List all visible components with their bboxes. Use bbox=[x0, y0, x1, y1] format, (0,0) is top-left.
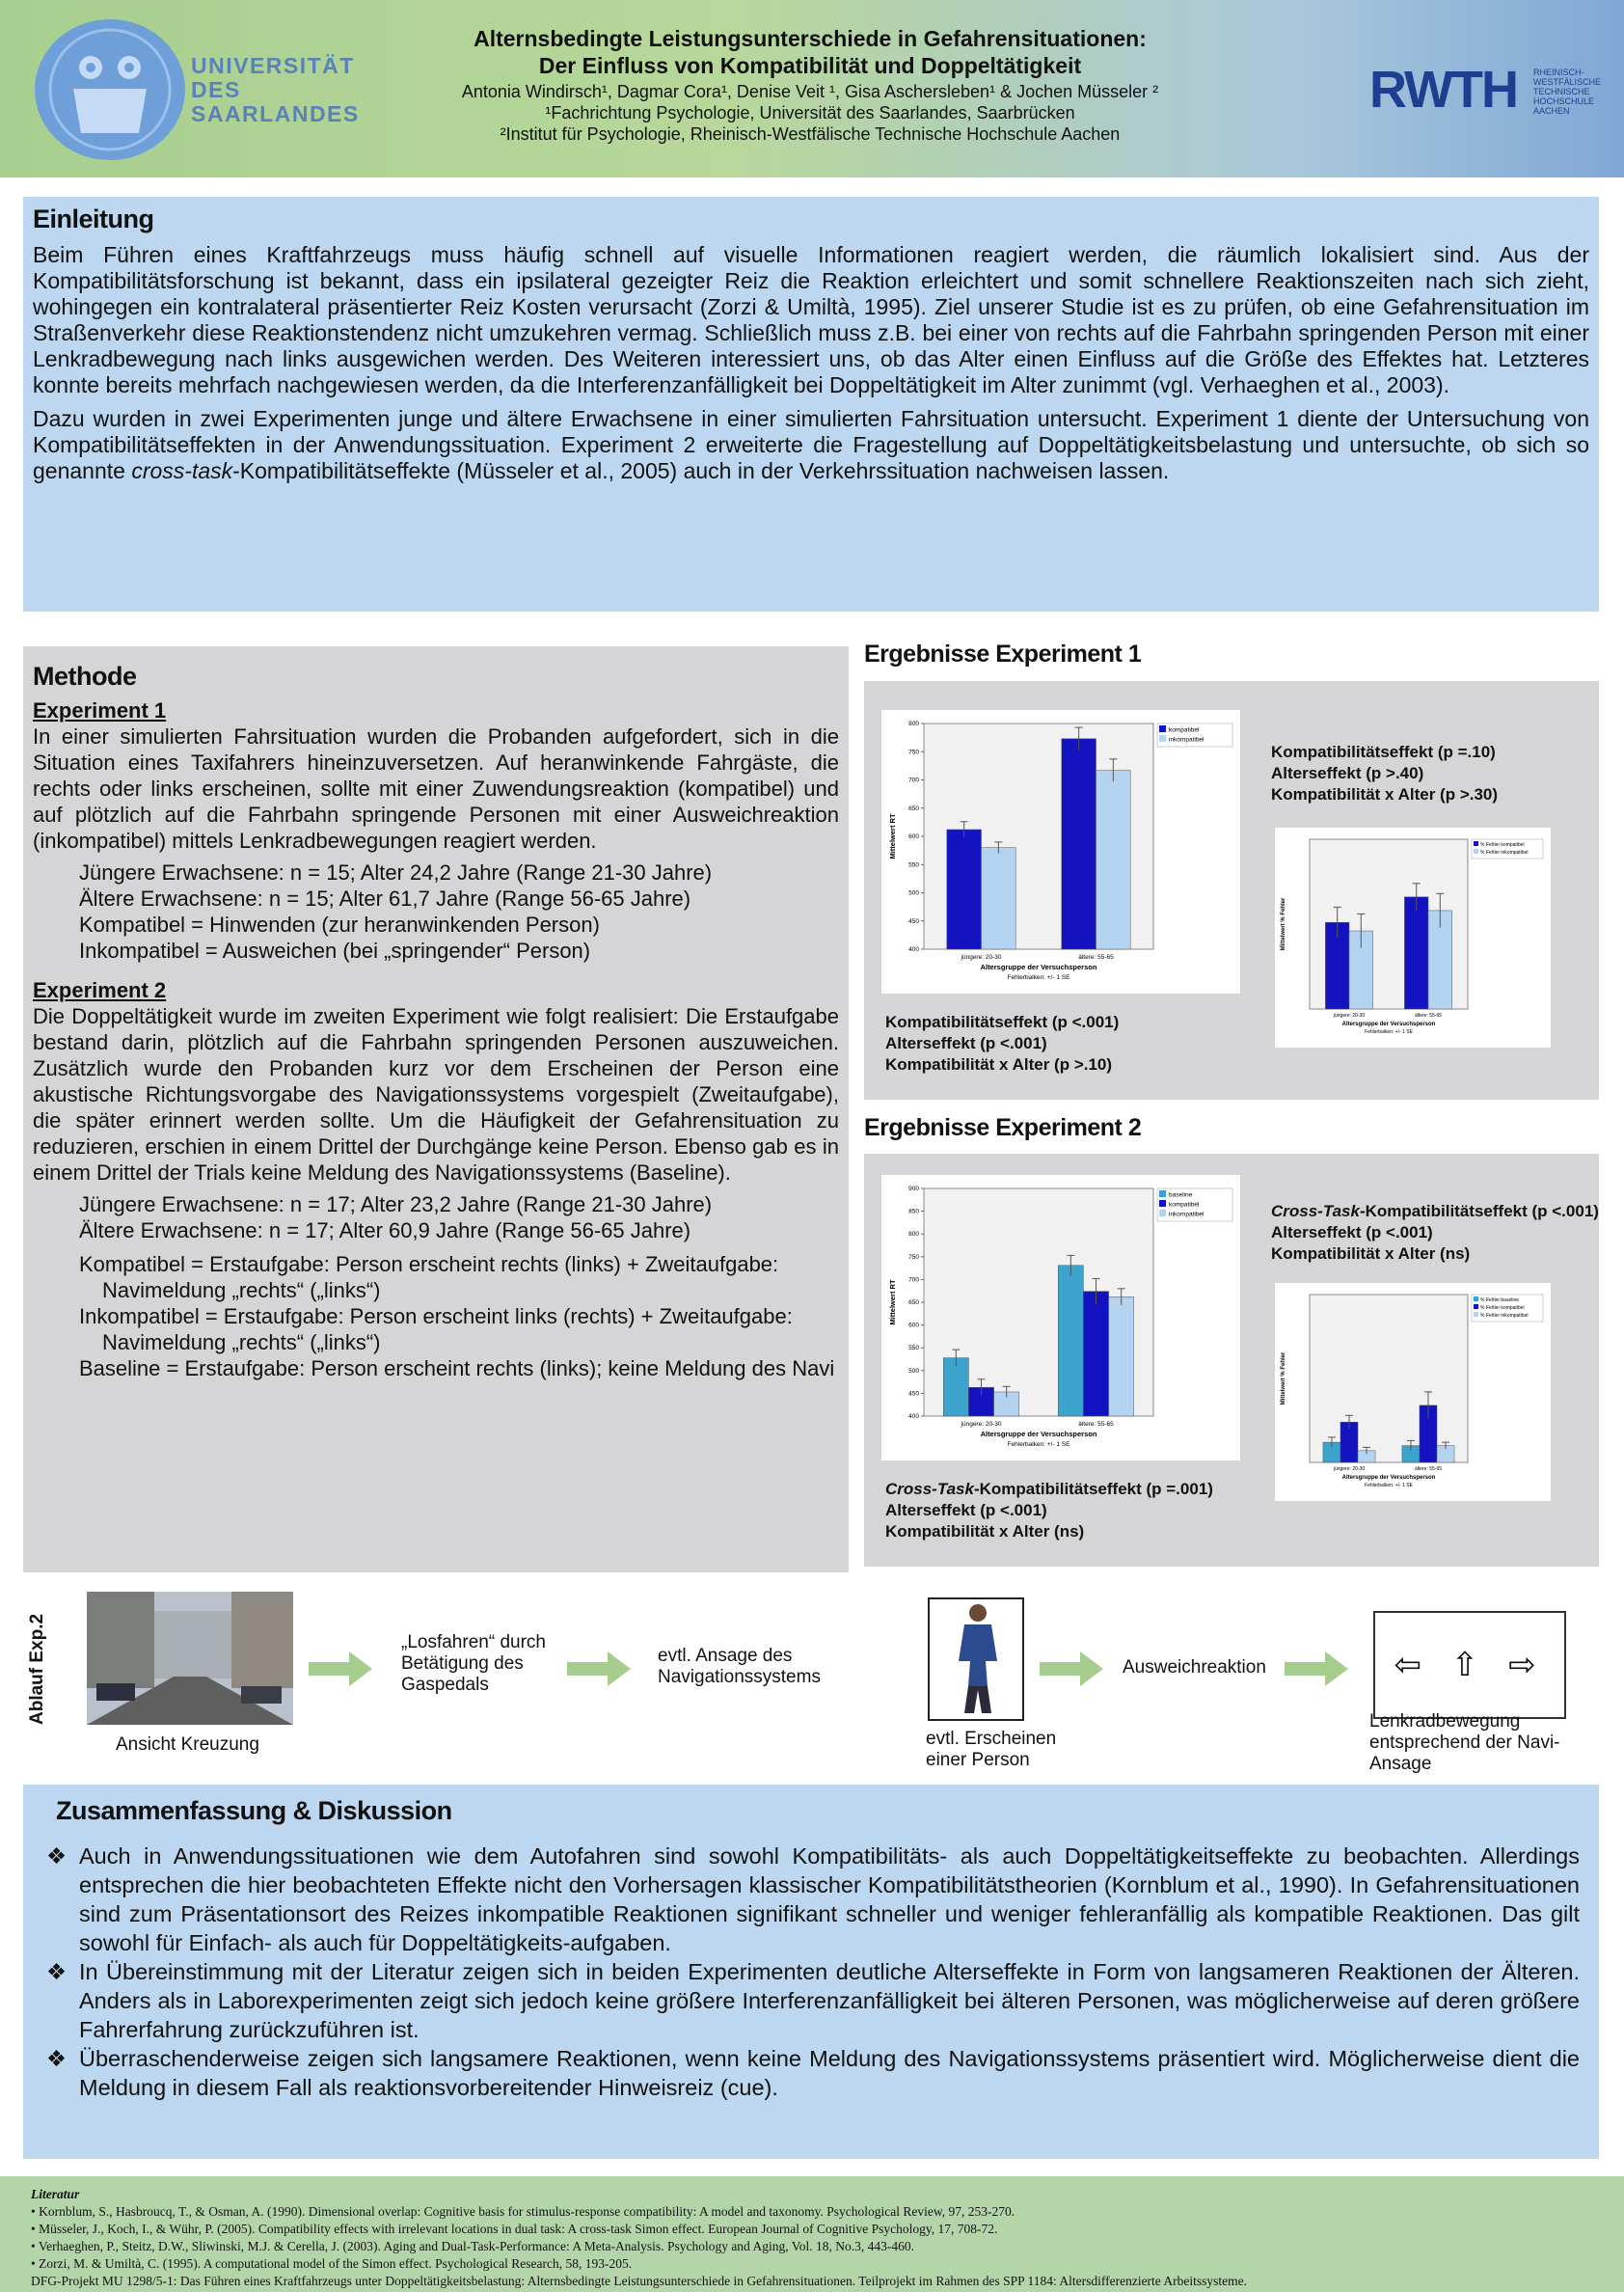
bar bbox=[1109, 1296, 1134, 1416]
method-heading: Methode bbox=[33, 662, 137, 691]
legend-label: % Fehler inkompatibel bbox=[1480, 1313, 1529, 1319]
chart-exp2-rt bbox=[881, 1175, 1240, 1460]
effect-line: Kompatibilität x Alter (ns) bbox=[885, 1522, 1085, 1541]
effect-line: Alterseffekt (p <.001) bbox=[1271, 1223, 1433, 1242]
university-name-line: UNIVERSITÄT bbox=[191, 53, 355, 78]
chart-note: Fehlerbalken: +/- 1 SE bbox=[1365, 1483, 1413, 1488]
flow-side-label: Ablauf Exp.2 bbox=[27, 1613, 47, 1725]
summary-list bbox=[42, 1842, 1580, 2102]
legend-label: % Fehler kompatibel bbox=[1480, 842, 1525, 848]
title-block bbox=[318, 25, 1302, 145]
effect-text: -Kompatibilitätseffekt (p =.001) bbox=[973, 1480, 1213, 1498]
exp1-line: Jüngere Erwachsene: n = 15; Alter 24,2 Jahre (Range 21-30 Jahre) bbox=[79, 860, 713, 885]
bar bbox=[1058, 1266, 1083, 1416]
steering-direction-box bbox=[1373, 1611, 1566, 1719]
legend-swatch bbox=[1159, 735, 1166, 742]
y-tick-label: 700 bbox=[908, 777, 919, 784]
bar bbox=[1404, 897, 1428, 1009]
direction-arrows-icon: ⇦ ⇧ ⇨ bbox=[1394, 1646, 1546, 1684]
legend-swatch bbox=[1474, 841, 1478, 846]
chart-note: Fehlerbalken: +/- 1 SE bbox=[1007, 1441, 1070, 1448]
x-tick-label: ältere: 55-65 bbox=[1078, 1421, 1114, 1428]
intro-p2-emphasis: cross-task bbox=[131, 458, 233, 483]
bar bbox=[943, 1358, 968, 1416]
effect-line: Kompatibilität x Alter (p >.30) bbox=[1271, 785, 1499, 804]
person-image bbox=[928, 1597, 1024, 1721]
chart-exp1-errors bbox=[1275, 828, 1551, 1048]
intro-paragraph-2 bbox=[33, 406, 1589, 484]
x-tick-label: jüngere: 20-30 bbox=[961, 1421, 1002, 1428]
y-axis-label: Mittelwert RT bbox=[888, 1279, 897, 1325]
method-body bbox=[33, 697, 839, 1381]
effect-line bbox=[885, 1479, 1213, 1500]
x-tick-label: jüngere: 20-30 bbox=[1333, 1013, 1366, 1019]
y-tick-label: 450 bbox=[908, 917, 919, 925]
reference: • Müsseler, J., Koch, I., & Wühr, P. (2005). Compatibility effects with irrelevant locations in dual task: A cross-task Simon effect. European Journal of Cognitive Psychology, 17, 708-72. bbox=[31, 2222, 998, 2236]
x-tick-label: ältere: 55-65 bbox=[1414, 1466, 1443, 1472]
results1-heading: Ergebnisse Experiment 1 bbox=[864, 641, 1142, 668]
rwth-sub-line: AACHEN bbox=[1533, 106, 1570, 116]
y-tick-label: 700 bbox=[908, 1276, 919, 1284]
legend-label: inkompatibel bbox=[1169, 1211, 1204, 1218]
y-tick-label: 550 bbox=[908, 861, 919, 869]
y-tick-label: 550 bbox=[908, 1345, 919, 1352]
exp1-line: Ältere Erwachsene: n = 15; Alter 61,7 Jahre (Range 56-65 Jahre) bbox=[79, 887, 691, 911]
legend-swatch bbox=[1474, 1296, 1478, 1301]
flow-arrow-icon bbox=[1285, 1651, 1348, 1686]
x-tick-label: ältere: 55-65 bbox=[1078, 954, 1114, 961]
flow-arrow-icon bbox=[1040, 1651, 1103, 1686]
rwth-logo-subtitle bbox=[1533, 68, 1601, 116]
bullet-icon: ❖ bbox=[46, 2046, 68, 2071]
x-axis-label: Altersgruppe der Versuchsperson bbox=[1341, 1475, 1436, 1481]
university-seal-icon bbox=[35, 19, 185, 160]
chart-note: Fehlerbalken: +/- 1 SE bbox=[1007, 974, 1070, 981]
flow-step-navi: evtl. Ansage des Navigationssystems bbox=[658, 1646, 821, 1687]
legend-label: % Fehler inkompatibel bbox=[1480, 850, 1529, 856]
steering-caption: Lenkradbewegung entsprechend der Navi-Ansage bbox=[1369, 1711, 1560, 1774]
y-tick-label: 900 bbox=[908, 1186, 919, 1192]
exp1-line: Kompatibel = Hinwenden (zur heranwinkenden Person) bbox=[79, 913, 600, 937]
person-caption: evtl. Erscheinen einer Person bbox=[926, 1729, 1057, 1770]
exp2-condition: Inkompatibel = Erstaufgabe: Person erscheint links (rechts) + Zweitaufgabe: Navimeldung „rechts“ („links“) bbox=[79, 1304, 793, 1354]
flow-step-evade: Ausweichreaktion bbox=[1123, 1657, 1266, 1678]
legend-swatch bbox=[1159, 1190, 1166, 1197]
chart-note: Fehlerbalken: +/- 1 SE bbox=[1365, 1029, 1413, 1035]
y-tick-label: 750 bbox=[908, 1253, 919, 1261]
results2-error-effects bbox=[1271, 1201, 1599, 1265]
intro-paragraph-1: Beim Führen eines Kraftfahrzeugs muss häufig schnell auf visuelle Informationen reagiert werden, die räumlich lokalisiert sind. Aus der Kompatibilitätsforschung ist bekannt, dass ein ipsilateral gezeigter Reiz die Reaktion erleichtert und somit schnellere Reaktionszeiten nach sich zieht, wohingegen ein kontralateral präsentierter Reiz Kosten verursacht (Zorzi & Umiltà, 1995). Ziel unserer Studie ist es zu prüfen, ob eine Gefahrensituation im Straßenverkehr diese Reaktionstendenz nicht umzukehren vermag. Schließlich muss z.B. bei einer von rechts auf die Fahrbahn springenden Person mit einer Lenkradbewegung nach links ausgewichen werden. Des Weiteren interessiert uns, ob das Alter einen Einfluss auf die Größe des Effektes hat. Letzteres konnte bereits mehrfach nachgewiesen werden, da die Interferenzanfälligkeit bei Doppeltätigkeit im Alter zunimmt (vgl. Verhaeghen et al., 2003). bbox=[33, 242, 1589, 397]
exp2-heading: Experiment 2 bbox=[33, 978, 167, 1002]
results1-rt-effects bbox=[885, 1012, 1119, 1076]
y-tick-label: 850 bbox=[908, 1208, 919, 1215]
summary-item bbox=[42, 2044, 1580, 2102]
effect-line: Alterseffekt (p <.001) bbox=[885, 1034, 1047, 1052]
effect-line: Kompatibilitätseffekt (p =.10) bbox=[1271, 743, 1496, 761]
x-tick-label: jüngere: 20-30 bbox=[961, 954, 1002, 961]
effect-line bbox=[1271, 1201, 1599, 1222]
rwth-sub-line: HOCHSCHULE bbox=[1533, 96, 1595, 106]
effect-emphasis: Cross-Task bbox=[1271, 1202, 1360, 1220]
university-name-line: DES bbox=[191, 77, 241, 102]
bullet-icon: ❖ bbox=[46, 1959, 68, 1984]
x-axis-label: Altersgruppe der Versuchsperson bbox=[980, 963, 1097, 971]
exp2-text: Die Doppeltätigkeit wurde im zweiten Experiment wie folgt realisiert: Die Erstaufgabe bestand darin, plötzlich auf die Fahrbahn springenden Personen auszuweichen. Zusätzlich wurde den Probanden kurz vor dem Erscheinen der Person eine akustische Richtungsvorgabe des Navigationssystems vorgespielt (Zweitaufgabe), die später erinnert werden sollte. Um die Häufigkeit der Gefahrensituation zu reduzieren, erschien in einem Drittel der Durchgänge keine Person. Ebenso gab es in einem Drittel der Trials keine Meldung des Navigationssystems (Baseline). bbox=[33, 1004, 839, 1185]
intro-panel bbox=[23, 197, 1599, 612]
literature-heading: Literatur bbox=[31, 2187, 80, 2201]
y-tick-label: 400 bbox=[908, 946, 919, 953]
exp1-line: Inkompatibel = Ausweichen (bei „springender“ Person) bbox=[79, 939, 591, 963]
y-tick-label: 600 bbox=[908, 833, 919, 840]
summary-panel bbox=[23, 1785, 1599, 2159]
legend-swatch bbox=[1159, 1200, 1166, 1207]
flow-arrow-icon bbox=[567, 1651, 631, 1686]
y-tick-label: 450 bbox=[908, 1390, 919, 1398]
flow-step-start: „Losfahren“ durch Betätigung des Gaspedals bbox=[401, 1632, 546, 1695]
y-axis-label: Mittelwert RT bbox=[888, 813, 897, 860]
affiliation-1: ¹Fachrichtung Psychologie, Universität des Saarlandes, Saarbrücken bbox=[545, 103, 1075, 123]
legend-label: kompatibel bbox=[1169, 726, 1200, 734]
reference: • Zorzi, M. & Umiltà, C. (1995). A computational model of the Simon effect. Psychological Research, 58, 193-205. bbox=[31, 2256, 633, 2271]
effect-line: Alterseffekt (p >.40) bbox=[1271, 764, 1424, 782]
legend-swatch bbox=[1159, 1210, 1166, 1216]
x-tick-label: jüngere: 20-30 bbox=[1333, 1466, 1366, 1472]
legend-label: % Fehler baseline bbox=[1480, 1297, 1520, 1303]
legend-swatch bbox=[1474, 849, 1478, 854]
results1-error-effects bbox=[1271, 742, 1498, 805]
x-axis-label: Altersgruppe der Versuchsperson bbox=[980, 1430, 1097, 1438]
affiliation-2: ²Institut für Psychologie, Rheinisch-Westfälische Technische Hochschule Aachen bbox=[500, 124, 1121, 144]
intro-heading: Einleitung bbox=[33, 205, 154, 233]
legend-swatch bbox=[1474, 1312, 1478, 1317]
exp1-text: In einer simulierten Fahrsituation wurden die Probanden aufgefordert, sich in die Situation eines Taxifahrers hineinzuversetzen. Auf heranwinkende Fahrgäste, die rechts oder links erscheinen, sollte mit einer Zuwendungsreaktion (kompatibel) und auf plötzlich auf die Fahrbahn springende Personen mit einer Ausweichreaktion (inkompatibel) mittels Lenkradbewegungen reagiert werden. bbox=[33, 724, 839, 853]
summary-item-text: Auch in Anwendungssituationen wie dem Autofahren sind sowohl Kompatibilitäts- als auch Doppeltätigkeitseffekte zu beobachten. Allerdings entsprechen die hier beobachteten Effekte nicht den Vorhersagen klassischer Kompatibilitätstheorien (Kornblum et al., 1990). In Gefahrensituationen sind zum Präsentationsort des Reizes inkompatible Reaktionen signifikant schneller und weniger fehleranfällig als kompatible Reaktionen. Das gilt sowohl für Einfach- als auch für Doppeltätigkeits-aufgaben. bbox=[79, 1843, 1580, 1955]
authors: Antonia Windirsch¹, Dagmar Cora¹, Denise Veit ¹, Gisa Aschersleben¹ & Jochen Müsseler ² bbox=[461, 82, 1159, 101]
chart-exp1-rt bbox=[881, 710, 1240, 994]
y-tick-label: 650 bbox=[908, 805, 919, 812]
y-tick-label: 750 bbox=[908, 749, 919, 756]
rwth-logo: RWTH bbox=[1369, 61, 1517, 119]
bar bbox=[947, 830, 982, 949]
exp2-line: Ältere Erwachsene: n = 17; Alter 60,9 Jahre (Range 56-65 Jahre) bbox=[79, 1218, 691, 1242]
exp2-line: Jüngere Erwachsene: n = 17; Alter 23,2 Jahre (Range 21-30 Jahre) bbox=[79, 1192, 713, 1216]
bullet-icon: ❖ bbox=[46, 1843, 68, 1869]
summary-item-text: In Übereinstimmung mit der Literatur zeigen sich in beiden Experimenten deutliche Alterseffekte in Form von langsameren Reaktionen der Älteren. Anders als in Laborexperimenten zeigt sich jedoch keine größere Interferenzanfälligkeit bei älteren Personen, was möglicherweise auf deren größere Fahrerfahrung zurückzuführen ist. bbox=[79, 1959, 1580, 2042]
effect-line: Kompatibilitätseffekt (p <.001) bbox=[885, 1013, 1120, 1031]
exp1-heading: Experiment 1 bbox=[33, 698, 167, 723]
method-panel bbox=[23, 646, 849, 1572]
intro-p2-text: -Kompatibilitätseffekte (Müsseler et al., 2005) auch in der Verkehrssituation nachweisen lassen. bbox=[232, 458, 1170, 483]
project-note: DFG-Projekt MU 1298/5-1: Das Führen eines Kraftfahrzeugs unter Doppeltätigkeitsbelastung: Alternsbedingte Leistungsunterschiede in Gefahrensituationen. Teilprojekt im Rahmen des SPP 1184: Altersdifferenzierte Arbeitssysteme. bbox=[31, 2274, 1248, 2288]
effect-text: -Kompatibilitätseffekt (p <.001) bbox=[1359, 1202, 1599, 1220]
exp2-condition: Baseline = Erstaufgabe: Person erscheint rechts (links); keine Meldung des Navi bbox=[79, 1356, 835, 1380]
poster-header bbox=[0, 0, 1624, 177]
literature-section bbox=[0, 2176, 1624, 2292]
rwth-sub-line: RHEINISCH- bbox=[1533, 68, 1584, 77]
legend-label: kompatibel bbox=[1169, 1201, 1200, 1209]
intro-p2-text: Dazu wurden in zwei Experimenten junge und ältere Erwachsene in einer simulierten Fahrsituation untersucht. Experiment 1 diente der Untersuchung von Kompatibilitätseffekten in der Anwendungssituation. Experiment 2 erweiterte die Fragestellung auf Doppeltätigkeitsbelastung und untersuchte, ob sich so genannte bbox=[33, 406, 1589, 483]
photo-caption: Ansicht Kreuzung bbox=[116, 1734, 259, 1755]
exp2-condition: Kompatibel = Erstaufgabe: Person erscheint rechts (links) + Zweitaufgabe: Navimeldung „rechts“ („links“) bbox=[79, 1252, 779, 1302]
poster-title-line2: Der Einfluss von Kompatibilität und Doppeltätigkeit bbox=[538, 53, 1082, 78]
y-axis-label: Mittelwert % Fehler bbox=[1281, 897, 1286, 951]
effect-emphasis: Cross-Task bbox=[885, 1480, 974, 1498]
effect-line: Alterseffekt (p <.001) bbox=[885, 1501, 1047, 1519]
bar bbox=[1062, 739, 1096, 949]
reference: • Verhaeghen, P., Steitz, D.W., Sliwinski, M.J. & Cerella, J. (2003). Aging and Dual-Task-Performance: A Meta-Analysis. Psychology and Aging, Vol. 18, No.3, 443-460. bbox=[31, 2239, 914, 2253]
y-tick-label: 400 bbox=[908, 1413, 919, 1420]
y-tick-label: 600 bbox=[908, 1322, 919, 1329]
effect-line: Kompatibilität x Alter (p >.10) bbox=[885, 1055, 1113, 1074]
y-axis-label: Mittelwert % Fehler bbox=[1281, 1351, 1286, 1405]
bar bbox=[1083, 1292, 1108, 1416]
bar bbox=[1096, 771, 1131, 949]
rwth-sub-line: WESTFÄLISCHE bbox=[1533, 77, 1602, 87]
effect-line: Kompatibilität x Alter (ns) bbox=[1271, 1244, 1471, 1263]
flow-arrow-icon bbox=[309, 1651, 372, 1686]
university-name-line: SAARLANDES bbox=[191, 101, 360, 126]
legend-label: % Fehler kompatibel bbox=[1480, 1305, 1525, 1311]
summary-item bbox=[42, 1957, 1580, 2044]
results2-rt-effects bbox=[885, 1479, 1213, 1542]
x-tick-label: ältere: 55-65 bbox=[1414, 1013, 1443, 1019]
summary-item-text: Überraschenderweise zeigen sich langsamere Reaktionen, wenn keine Meldung des Navigationssystems präsentiert wird. Möglicherweise dient die Meldung in diesem Fall als reaktionsvorbereitender Hinweisreiz (cue). bbox=[79, 2046, 1580, 2100]
summary-item bbox=[42, 1842, 1580, 1957]
summary-heading: Zusammenfassung & Diskussion bbox=[56, 1796, 452, 1825]
y-tick-label: 650 bbox=[908, 1299, 919, 1306]
legend-label: inkompatibel bbox=[1169, 736, 1204, 744]
legend-label: baseline bbox=[1169, 1191, 1193, 1199]
x-axis-label: Altersgruppe der Versuchsperson bbox=[1341, 1022, 1436, 1027]
reference: • Kornblum, S., Hasbroucq, T., & Osman, A. (1990). Dimensional overlap: Cognitive basis for stimulus-response compatibility: A model and taxonomy. Psychological Review, 97, 253-270. bbox=[31, 2204, 1015, 2219]
rwth-sub-line: TECHNISCHE bbox=[1533, 87, 1590, 96]
street-photo bbox=[87, 1592, 293, 1725]
bar bbox=[982, 848, 1016, 949]
y-tick-label: 500 bbox=[908, 1367, 919, 1375]
legend-swatch bbox=[1474, 1304, 1478, 1309]
y-tick-label: 800 bbox=[908, 1231, 919, 1239]
legend-swatch bbox=[1159, 725, 1166, 732]
results2-heading: Ergebnisse Experiment 2 bbox=[864, 1114, 1142, 1141]
poster-title-line1: Alternsbedingte Leistungsunterschiede in Gefahrensituationen: bbox=[474, 26, 1147, 51]
y-tick-label: 500 bbox=[908, 889, 919, 897]
chart-exp2-errors bbox=[1275, 1283, 1551, 1501]
y-tick-label: 800 bbox=[908, 721, 919, 727]
